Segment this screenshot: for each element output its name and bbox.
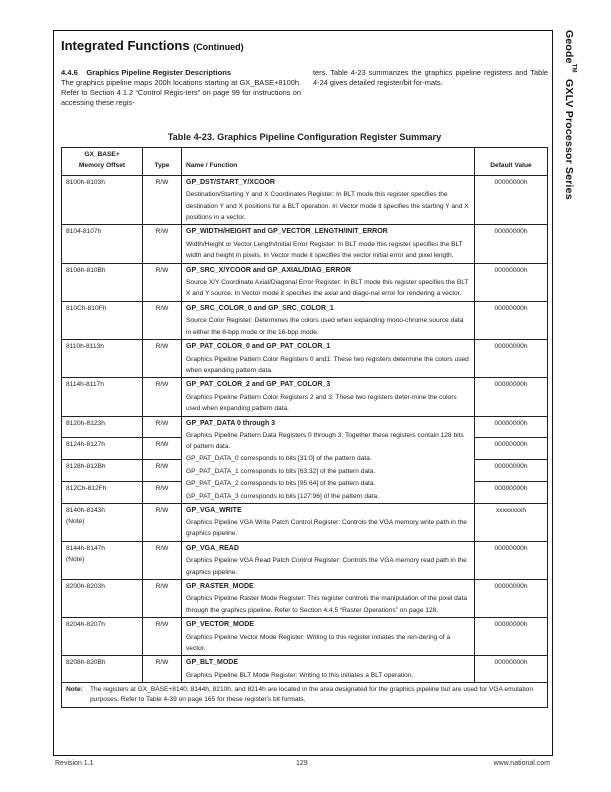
cell-name-function bbox=[182, 656, 475, 683]
section-heading bbox=[61, 68, 301, 78]
header-default: Default Value bbox=[475, 148, 548, 176]
cell-default-text: 00000000h bbox=[494, 419, 528, 427]
cell-type bbox=[143, 656, 182, 683]
cell-default-text: 00000000h bbox=[494, 381, 528, 389]
register-name: GP_RASTER_MODE bbox=[186, 582, 254, 590]
register-name: GP_BLT_MODE bbox=[186, 659, 238, 667]
cell-offset bbox=[62, 481, 143, 503]
cell-offset bbox=[62, 503, 143, 541]
cell-type-text: R/W bbox=[155, 266, 169, 274]
register-name: GP_VECTOR_MODE bbox=[186, 621, 254, 629]
cell-default-text: 00000000h bbox=[494, 484, 528, 492]
cell-offset bbox=[62, 579, 143, 617]
cell-type-text: R/W bbox=[155, 484, 169, 492]
register-description: Source X/Y Coordinate Axial/Diagonal Error Register: In BLT mode this register specifies the BLT X and Y source. In Vector mode it specifies the axial and diago-nal error for rendering a vector. bbox=[186, 279, 469, 298]
series-name: GXLV Processor Series bbox=[563, 79, 575, 200]
cell-default-text: 00000000h bbox=[494, 343, 528, 351]
cell-default bbox=[475, 438, 548, 460]
cell-default bbox=[475, 175, 548, 225]
cell-offset bbox=[62, 340, 143, 378]
cell-type bbox=[143, 541, 182, 579]
table-caption: Table 4-23. Graphics Pipeline Configuration Register Summary bbox=[167, 132, 442, 142]
cell-default-text: 00000000h bbox=[494, 228, 528, 236]
title-suffix: (Continued) bbox=[193, 42, 244, 52]
cell-default bbox=[475, 301, 548, 339]
offset-text: 8208h-820Bh bbox=[66, 659, 106, 667]
cell-type-text: R/W bbox=[155, 381, 169, 389]
cell-offset bbox=[62, 263, 143, 301]
cell-default bbox=[475, 460, 548, 482]
cell-default-text: 00000000h bbox=[494, 463, 528, 471]
cell-name-function bbox=[182, 263, 475, 301]
cell-default-text: 00000000h bbox=[494, 544, 528, 552]
cell-default bbox=[475, 340, 548, 378]
table-row bbox=[62, 656, 548, 683]
cell-type bbox=[143, 416, 182, 438]
product-name: Geode bbox=[563, 30, 575, 64]
cell-offset bbox=[62, 438, 143, 460]
cell-type-text: R/W bbox=[155, 178, 169, 186]
header-offset-line2: Memory Offset bbox=[78, 162, 126, 170]
offset-text: 8200h-8203h bbox=[66, 582, 105, 590]
cell-default bbox=[475, 579, 548, 617]
cell-name-function bbox=[182, 618, 475, 656]
cell-offset-text: 8128h-812Bh bbox=[66, 463, 106, 471]
cell-default bbox=[475, 503, 548, 541]
offset-text: 810Ch-810Fh bbox=[66, 304, 107, 312]
cell-offset bbox=[62, 541, 143, 579]
table-row bbox=[62, 618, 548, 656]
table-row bbox=[62, 225, 548, 263]
header-type: Type bbox=[143, 148, 182, 176]
cell-offset bbox=[62, 618, 143, 656]
table-note bbox=[62, 683, 548, 708]
cell-offset bbox=[62, 175, 143, 225]
register-description: Graphics Pipeline Pattern Color Registers 2 and 3: These two registers deter-mine the colors used when expanding pattern data. bbox=[186, 393, 457, 413]
register-name: GP_PAT_COLOR_0 and GP_PAT_COLOR_1 bbox=[186, 343, 331, 351]
cell-default-text: xxxxxxxxh bbox=[495, 506, 527, 514]
footer-page-number: 129 bbox=[296, 760, 308, 767]
cell-type bbox=[143, 225, 182, 263]
offset-note: (Note) bbox=[66, 556, 85, 564]
cell-offset-text: 812Ch-812Fh bbox=[66, 484, 107, 492]
cell-name-function bbox=[182, 301, 475, 339]
register-name: GP_SRC_X/YCOOR and GP_AXIAL/DIAG_ERROR bbox=[186, 266, 351, 274]
cell-type bbox=[143, 579, 182, 617]
header-offset bbox=[62, 148, 143, 176]
cell-name-function bbox=[182, 225, 475, 263]
cell-default bbox=[475, 225, 548, 263]
cell-type bbox=[143, 481, 182, 503]
cell-offset bbox=[62, 225, 143, 263]
section-body-left: The graphics pipeline maps 200h locations starting at GX_BASE+8100h. Refer to Section 4.1.2 “Control Regis-ters” on page 99 for instructions on accessing these regis- bbox=[61, 78, 301, 107]
offset-note: (Note) bbox=[66, 517, 85, 525]
footer-url[interactable]: www.national.com bbox=[493, 760, 550, 767]
register-description: Graphics Pipeline BLT Mode Register: Writing to this initiates a BLT operation. bbox=[186, 671, 414, 679]
register-name: GP_PAT_COLOR_2 and GP_PAT_COLOR_3 bbox=[186, 381, 331, 389]
register-name: GP_VGA_WRITE bbox=[186, 506, 242, 514]
register-name: GP_VGA_READ bbox=[186, 544, 239, 552]
cell-type-text: R/W bbox=[155, 343, 169, 351]
cell-type bbox=[143, 175, 182, 225]
register-description: Destination/Starting Y and X Coordinates Register: In BLT mode this register specifies the destination Y and X positions for a BLT operation. In Vector mode it specifies the starting Y and X positions in a vector. bbox=[186, 191, 469, 222]
cell-name-function bbox=[182, 340, 475, 378]
cell-default-text: 00000000h bbox=[494, 659, 528, 667]
cell-type-text: R/W bbox=[155, 506, 169, 514]
pattern-bit-line: GP_PAT_DATA_3 corresponds to bits [127:96] of the pattern data. bbox=[186, 492, 380, 500]
register-description: Width/Height or Vector Length/Initial Error Register: In BLT mode this register specifies the BLT width and height in pixels. In Vector mode it specifies the vector initial error and pixel length. bbox=[186, 240, 463, 260]
cell-type bbox=[143, 460, 182, 482]
register-name: GP_SRC_COLOR_0 and GP_SRC_COLOR_1 bbox=[186, 304, 334, 312]
cell-type bbox=[143, 263, 182, 301]
cell-default bbox=[475, 481, 548, 503]
register-description: Graphics Pipeline VGA Write Patch Control Register: Controls the VGA memory write path in the graphics pipeline. bbox=[186, 518, 467, 538]
cell-default-text: 00000000h bbox=[494, 621, 528, 629]
cell-type-text: R/W bbox=[155, 228, 169, 236]
offset-text: 8100h-8103h bbox=[66, 178, 105, 186]
pattern-bit-line: GP_PAT_DATA_1 corresponds to bits [63:32] of the pattern data. bbox=[186, 467, 376, 475]
note-label: Note: bbox=[66, 686, 83, 694]
register-name: GP_DST/START_Y/XCOOR bbox=[186, 178, 275, 186]
offset-text: 8110h-8113h bbox=[66, 343, 104, 351]
table-row bbox=[62, 175, 548, 225]
register-description: Graphics Pipeline Raster Mode Register: This register controls the manipulation of the pixel data through the graphics pipeline. Refer to Section 4.4.5 “Raster Operations” on page 128. bbox=[186, 595, 467, 614]
cell-name-function bbox=[182, 378, 475, 416]
cell-type-text: R/W bbox=[155, 419, 169, 427]
footer-revision: Revision 1.1 bbox=[55, 760, 94, 767]
cell-offset bbox=[62, 460, 143, 482]
pattern-bit-line: GP_PAT_DATA_0 corresponds to bits [31:0] of the pattern data. bbox=[186, 455, 372, 463]
cell-offset bbox=[62, 656, 143, 683]
trademark: TM bbox=[570, 63, 577, 73]
register-summary-table bbox=[61, 147, 548, 708]
cell-name-function bbox=[182, 175, 475, 225]
cell-default bbox=[475, 541, 548, 579]
table-row bbox=[62, 340, 548, 378]
cell-default bbox=[475, 378, 548, 416]
cell-type-text: R/W bbox=[155, 621, 169, 629]
header-name: Name / Function bbox=[182, 148, 475, 176]
cell-type bbox=[143, 503, 182, 541]
cell-default-text: 00000000h bbox=[494, 441, 528, 449]
cell-default-text: 00000000h bbox=[494, 304, 528, 312]
cell-offset-text: 8120h-8123h bbox=[66, 419, 105, 427]
cell-offset bbox=[62, 301, 143, 339]
cell-type-text: R/W bbox=[155, 304, 169, 312]
cell-default bbox=[475, 416, 548, 438]
header-offset-line1: GX_BASE+ bbox=[84, 151, 120, 158]
cell-name-function bbox=[182, 503, 475, 541]
register-description: Graphics Pipeline Vector Mode Register: Writing to this register initiates the ren-dering of a vector. bbox=[186, 633, 451, 652]
register-description: Graphics Pipeline Pattern Data Registers 0 through 3: Together these registers contain 128 bits of pattern data. bbox=[186, 431, 464, 450]
offset-text: 8140h-8143h bbox=[66, 506, 105, 514]
register-description: Source Color Register: Determines the colors used when expanding mono-chrome source data in either the 8-bpp mode or the 16-bpp mode. bbox=[186, 317, 464, 336]
cell-default-text: 00000000h bbox=[494, 266, 528, 274]
register-name: GP_PAT_DATA 0 through 3 bbox=[186, 419, 276, 427]
table-header-row bbox=[62, 148, 548, 176]
cell-type bbox=[143, 438, 182, 460]
cell-name-function bbox=[182, 541, 475, 579]
cell-default bbox=[475, 656, 548, 683]
offset-text: 8104-8107h bbox=[66, 228, 102, 236]
table-row bbox=[62, 416, 548, 438]
pattern-bit-line: GP_PAT_DATA_2 corresponds to bits [95:64] of the pattern data. bbox=[186, 480, 376, 488]
register-description: Graphics Pipeline Pattern Color Registers 0 and1: These two registers determine the colors used when expanding pattern data. bbox=[186, 355, 469, 374]
section-right-column bbox=[313, 68, 548, 88]
table-row bbox=[62, 378, 548, 416]
section-body-right: ters. Table 4-23 summarizes the graphics pipeline registers and Table 4-24 gives detailed register/bit for-mats. bbox=[313, 68, 548, 87]
cell-offset-text: 8124h-8127h bbox=[66, 441, 105, 449]
cell-type-text: R/W bbox=[155, 463, 169, 471]
table-row bbox=[62, 503, 548, 541]
table-row bbox=[62, 541, 548, 579]
cell-type bbox=[143, 301, 182, 339]
offset-text: 8108h-810Bh bbox=[66, 266, 106, 274]
cell-type-text: R/W bbox=[155, 544, 169, 552]
side-banner bbox=[563, 30, 577, 200]
cell-type bbox=[143, 340, 182, 378]
table-row bbox=[62, 579, 548, 617]
table-note-row bbox=[62, 683, 548, 708]
cell-type-text: R/W bbox=[155, 441, 169, 449]
cell-default bbox=[475, 263, 548, 301]
cell-offset bbox=[62, 378, 143, 416]
section-left-column bbox=[61, 68, 301, 108]
title-text: Integrated Functions bbox=[61, 38, 190, 53]
cell-name-function bbox=[182, 579, 475, 617]
register-name: GP_WIDTH/HEIGHT and GP_VECTOR_LENGTH/INIT_ERROR bbox=[186, 228, 388, 236]
cell-default-text: 00000000h bbox=[494, 582, 528, 590]
table-row bbox=[62, 301, 548, 339]
register-description: Graphics Pipeline VGA Read Patch Control Register: Controls the VGA memory read path in the graphics pipeline. bbox=[186, 557, 467, 576]
table-row bbox=[62, 263, 548, 301]
section-number: 4.4.6 bbox=[61, 68, 78, 77]
cell-default-text: 00000000h bbox=[494, 178, 528, 186]
page-title bbox=[61, 38, 244, 53]
cell-type-text: R/W bbox=[155, 582, 169, 590]
cell-type bbox=[143, 378, 182, 416]
cell-default bbox=[475, 618, 548, 656]
cell-offset bbox=[62, 416, 143, 438]
offset-text: 8114h-8117h bbox=[66, 381, 104, 389]
offset-text: 8144h-8147h bbox=[66, 544, 105, 552]
cell-type bbox=[143, 618, 182, 656]
offset-text: 8204h-8207h bbox=[66, 621, 105, 629]
note-text: The registers at GX_BASE+8140, 8144h, 8210h, and 8214h are located in the area designated for the graphics pipeline but are used for VGA emulation purposes. Refer to Table 4-39 on page 165 for these register's bit formats. bbox=[90, 686, 533, 704]
cell-type-text: R/W bbox=[155, 659, 169, 667]
section-title: Graphics Pipeline Register Descriptions bbox=[86, 68, 232, 77]
cell-name-function bbox=[182, 416, 475, 503]
